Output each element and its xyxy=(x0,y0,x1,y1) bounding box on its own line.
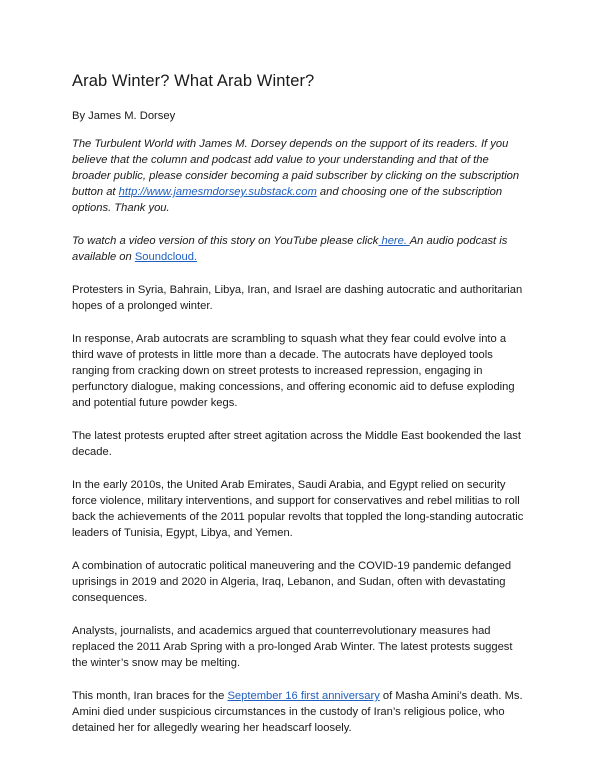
body-paragraph: The latest protests erupted after street agitation across the Middle East bookended the last decade. xyxy=(72,430,522,458)
last-paragraph-text: This month, Iran braces for the xyxy=(72,690,228,702)
body-paragraph: Analysts, journalists, and academics argued that counterrevolutionary measures had replaced the 2011 Arab Spring with a pro-longed Arab Winter. The latest protests suggest the winter’s snow may be melting. xyxy=(72,625,513,669)
substack-link[interactable]: http://www.jamesmdorsey.substack.com xyxy=(118,186,317,198)
body-paragraph: In the early 2010s, the United Arab Emirates, Saudi Arabia, and Egypt relied on security force violence, military interventions, and support for conservatives and rebel militias to roll back the achievements of the 2011 popular revolts that toppled the long-standing autocratic leaders of Tunisia, Egypt, Libya, and Yemen. xyxy=(72,479,524,539)
video-note-text: To watch a video version of this story on YouTube please click xyxy=(72,235,379,247)
body-paragraph: In response, Arab autocrats are scrambling to squash what they fear could evolve into a third wave of protests in little more than a decade. The autocrats have deployed tools ranging from cracking down on street protests to increased repression, engaging in perfunctory dialogue, making concessions, and offering economic aid to defuse exploding and potential future powder kegs. xyxy=(72,333,515,409)
support-note-text: The Turbulent World with James M. Dorsey depends on the support of its readers. If you believe that the column and podcast add value to your understanding and that of the broader public, please consider becoming a paid subscriber by clicking on the subscription button at xyxy=(72,138,520,198)
body-paragraph: A combination of autocratic political maneuvering and the COVID-19 pandemic defanged uprisings in 2019 and 2020 in Algeria, Iraq, Lebanon, and Sudan, often with devastating consequences. xyxy=(72,560,512,604)
last-paragraph-text-end: of Masha Amini’s death. Ms. Amini died under suspicious circumstances in the custody of Iran’s religious police, who detained her for allegedly wearing her headscarf loosely. xyxy=(72,690,523,734)
anniversary-link[interactable]: September 16 first anniversary xyxy=(227,690,380,702)
byline: By James M. Dorsey xyxy=(72,110,176,122)
article-title: Arab Winter? What Arab Winter? xyxy=(72,72,315,90)
support-note-text-end: and choosing one of the subscription options. Thank you. xyxy=(72,186,503,214)
soundcloud-link[interactable]: Soundcloud. xyxy=(134,251,198,263)
support-note xyxy=(72,136,528,216)
video-note xyxy=(72,233,528,265)
youtube-link[interactable]: here. xyxy=(378,235,410,247)
body-paragraph-last xyxy=(72,688,528,736)
body-paragraph: Protesters in Syria, Bahrain, Libya, Iran, and Israel are dashing autocratic and authoritarian hopes of a prolonged winter. xyxy=(72,284,523,312)
video-note-text-middle: An audio podcast is available on xyxy=(72,235,508,263)
